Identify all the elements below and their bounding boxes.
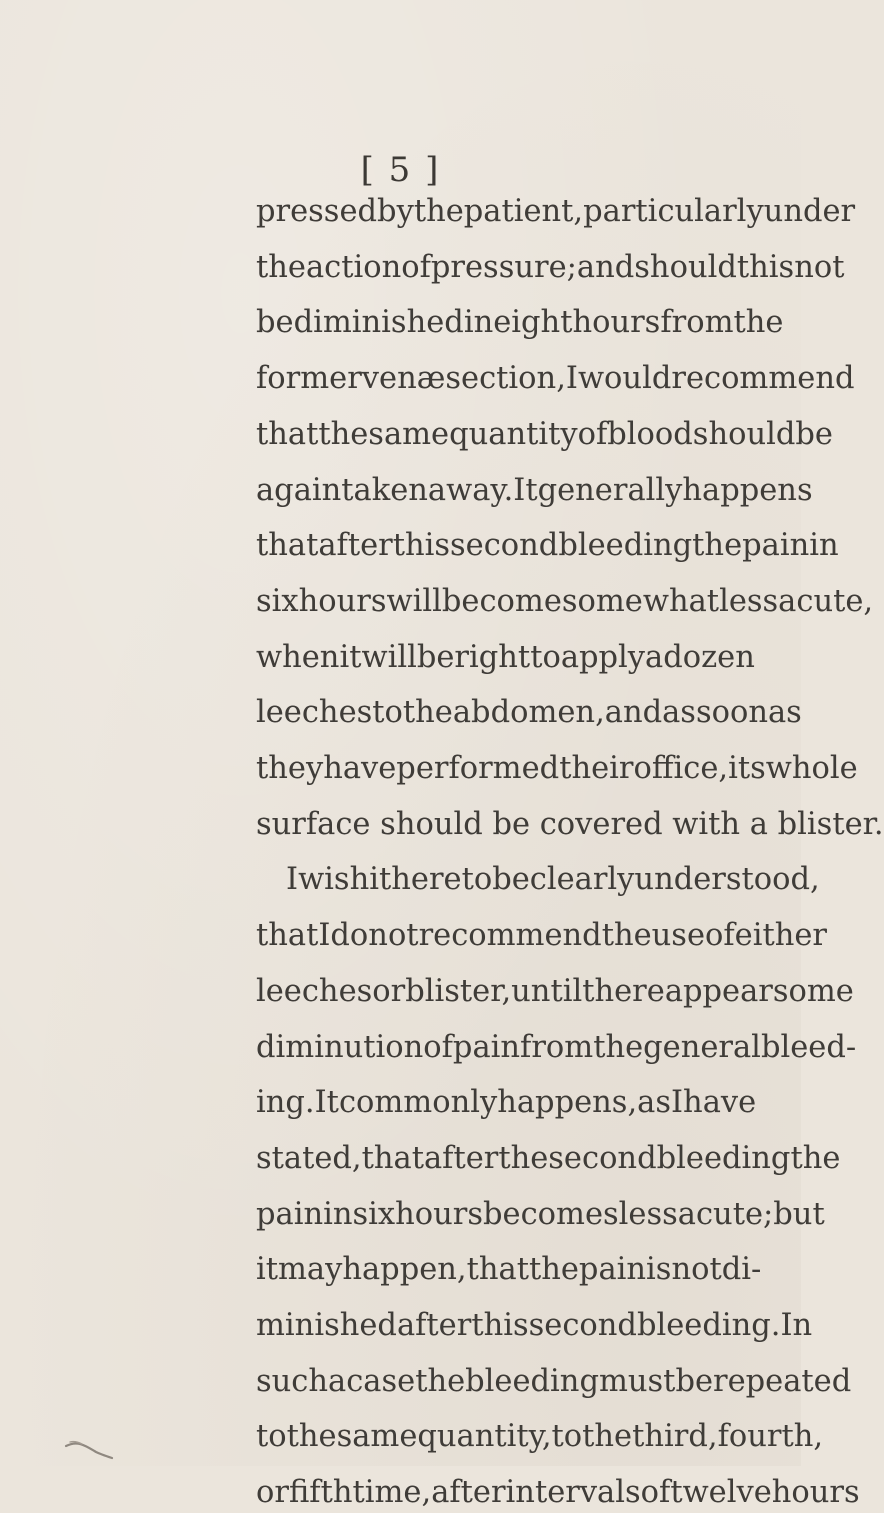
text-line: that I do not recommend the use of either <box>256 918 828 954</box>
text-line: ing. It commonly happens, as I have <box>256 1085 757 1121</box>
text-line: it may happen, that the pain is not di- <box>256 1252 762 1288</box>
text-line: that the same quantity of blood should be <box>256 416 833 452</box>
text-line: surface should be covered with a blister. <box>256 806 884 842</box>
text-line: minished after this second bleeding. In <box>256 1308 813 1343</box>
text-line: I wish it here to be clearly understood, <box>286 862 820 898</box>
text-line: leeches or blister, until there appear some <box>256 973 854 1009</box>
text-line: again taken away. It generally happens <box>256 472 813 508</box>
text-line: leeches to the abdomen, and as soon as <box>256 695 802 731</box>
page-number: [ 5 ] <box>360 150 441 190</box>
text-line: the action of pressure ; and should this not <box>256 249 845 285</box>
text-line: when it will be right to apply a dozen <box>256 639 755 675</box>
text-line: pain in six hours becomes less acute; but <box>256 1196 825 1232</box>
text-line: former venæsection, I would recommend <box>256 361 855 397</box>
text-line: pressed by the patient, particularly under <box>256 194 856 229</box>
text-line: that after this second bleeding the pain in <box>256 528 839 564</box>
text-line: such a case the bleeding must be repeated <box>256 1363 852 1399</box>
text-line: or fifth time, after intervals of twelve hours <box>256 1475 860 1511</box>
text-line: they have performed their office, its whole <box>256 751 858 786</box>
text-line: diminution of pain from the general bleed- <box>256 1029 857 1065</box>
text-line: be diminished in eight hours from the <box>256 305 784 341</box>
ink-mark-decoration <box>60 1426 130 1460</box>
text-line: to the same quantity, to the third, fourth, <box>256 1419 824 1455</box>
text-line: six hours will become somewhat less acute, <box>256 583 874 619</box>
text-line: stated, that after the second bleeding the <box>256 1140 841 1176</box>
